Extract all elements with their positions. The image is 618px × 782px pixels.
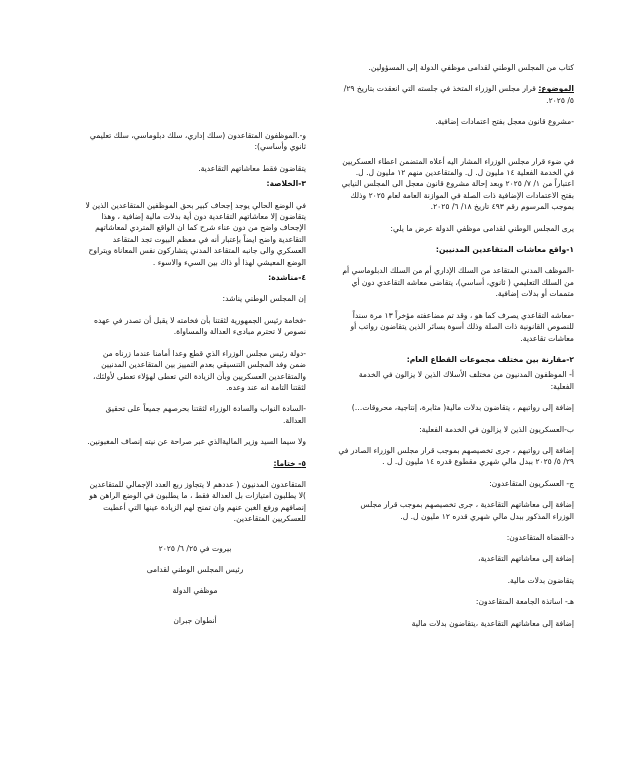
item-d-detail-2: يتقاضون بدلات مالية. [507,575,574,585]
item-d: د-القضاة المتقاعدون: [506,532,574,542]
draft-law-line: -مشروع قانون معجل بفتح اعتمادات إضافية. [435,117,574,127]
signature-title-line-2: موظفي الدولة [172,586,218,596]
civil-employee-paragraph: -الموظف المدني المتقاعد من السلك الإداري أم من السلك الدبلوماسي أم من السلك التعليمي ( ثانوي، أساسي)، يتقاضى معاشه التقاعدي دون أي متممات أو بدلات إضافية. [342,266,574,299]
heading-civil-pensions: ١-واقع معاشات المتقاعدين المدنيين: [435,245,574,255]
subject-label: الموضوع: [538,84,574,94]
item-c-detail: إضافة إلى معاشاتهم التقاعدية ، جرى تخصيصهم بموجب قرار مجلس الوزراء المذكور ببدل مالي شهري قدره ١٢ مليون ل. ل. [360,500,574,521]
appeal-prime-minister: -دولة رئيس مجلس الوزراء الذي قطع وعدا أمامنا عندما زرناه من ضمن وفد المجلس التنسيقي بعدم التمييز بين المتقاعدين المدنيين والمتقاعدين العسكريين وبأن الزيادة التي تعطى لهؤلاء تعطى لأولئك، لثقتنا التامة انه عند وعده. [93,348,306,392]
heading-summary: ٣-الخلاصة: [266,179,306,189]
pension-paragraph: -معاشه التقاعدي يصرف كما هو ، وقد تم مضاعفته مؤخراً ١٣ مرة سنداً للنصوص القانونية ذات الصلة وذلك أسوة بسائر الذين يتقاضون رواتب أو معاشات تقاعدية. [350,310,574,343]
item-b: ب-العسكريون الذين لا يزالون في الخدمة الفعلية: [419,424,574,434]
item-b-detail: إضافة إلى رواتبهم ، جرى تخصيصهم بموجب قرار مجلس الوزراء الصادر في ٢٩/ ٥/ ٢٠٢٥ ببدل مالي شهري مقطوع قدره ١٤ مليون ل. ل . [338,445,574,467]
item-e-detail: إضافة إلى معاشاتهم التقاعدية ،يتقاضون بدلات مالية [411,618,574,628]
item-f: و-.الموظفون المتقاعدون (سلك إداري، سلك دبلوماسي، سلك تعليمي ثانوي وأساسي): [89,131,306,152]
subject-line [338,83,574,106]
closing-paragraph: المتقاعدون المدنيون ( عددهم لا يتجاوز ربع العدد الإجمالي للمتقاعدين )لا يطلبون امتيازات بل العدالة فقط ، ما يطلبون في الوضع الراهن هو إنصافهم ورفع الغبن عنهم وان تمنح لهم الزيادة عينها التي أعطيت للعسكريين المتقاعدين. [89,479,306,524]
context-paragraph: في ضوء قرار مجلس الوزراء المشار اليه أعلاه المتضمن اعطاء العسكريين في الخدمة الفعلية ١٤ مليون ل. ل. والمتقاعدين منهم ١٢ مليون ل. ل. اعتباراً من ١/ ٧/ ٢٠٢٥ وبعد إحالة مشروع قانون معجل الى المجلس النيابي بفتح الاعتمادات الإضافية ذات الصلة في الموازنة العامة لعام ٢٠٢٥ وذلك بموجب المرسوم رقم ٤٩٣ تاريخ ١٨/ ٦/ ٢٠٢٥. [341,156,574,212]
summary-paragraph: في الوضع الحالي يوجد إجحاف كبير بحق الموظفين المتقاعدين الذين لا يتقاضون إلا معاشاتهم التقاعدية دون أية بدلات مالية إضافية ، وهذا الإجحاف واضح من دون عناء شرح كما ان الواقع المتردي لمعاشاتهم التقاعدية واضح ايضاً بإعتبار أنه في معظم البيوت تجد المتقاعد العسكري والى جانبه المتقاعد المدني يتشاركون نفس المعاناة ويتراوح الوضع المعيشي لهذا أو ذاك بين السيء والاسوء . [85,200,306,267]
right-column [338,62,574,629]
intro-line: كتاب من المجلس الوطني لقدامى موظفي الدولة إلى المسؤولين. [368,63,574,72]
appeal-mps: -السادة النواب والسادة الوزراء لثقتنا بحرصهم جميعاً على تحقيق العدالة. [105,404,306,425]
council-views-line: يرى المجلس الوطني لقدامى موظفي الدولة عرض ما يلي: [390,223,574,233]
appeal-intro: إن المجلس الوطني يناشد: [222,294,306,304]
heading-comparison: ٢-مقارنة بين مختلف مجموعات القطاع العام: [406,354,574,364]
signatory-name: أنطوان جبران [173,615,217,625]
left-column [84,130,306,626]
heading-closing: ٥- ختاما: [273,458,306,468]
date-line: بيروت في ٢٥/ ٦/ ٢٠٢٥ [158,543,232,553]
item-c: ج- العسكريون المتقاعدون: [489,478,574,488]
appeal-president: -فخامة رئيس الجمهورية لثقتنا بأن فخامته لا يقبل أن تصدر في عهده نصوص لا تحترم مبادىء العدالة والمساواة. [94,315,306,337]
item-e: هـ- اساتذة الجامعة المتقاعدون: [475,597,574,607]
item-a-detail: إضافة إلى رواتبهم ، يتقاضون بدلات مالية( مثابرة، إنتاجية، محروقات…) [351,403,574,413]
subject-text: قرار مجلس الوزراء المتخذ في جلسته التي انعقدت بتاريخ ٢٩/ ٥/ ٢٠٢٥. [343,84,574,105]
heading-appeal: ٤-مناشدة: [268,273,306,283]
appeal-finance-minister: ولا سيما السيد وزير الماليةالذي عبر صراحة عن نيته إنصاف المغبونين. [87,437,306,447]
item-a: أ- الموظفون المدنيون من مختلف الأسلاك الذين لا يزالون في الخدمة الفعلية: [358,370,574,391]
item-f-detail: يتقاضون فقط معاشاتهم التقاعدية. [198,163,306,173]
item-d-detail-1: إضافة إلى معاشاتهم التقاعدية، [478,554,574,564]
signature-title-line-1: رئيس المجلس الوطني لقدامى [146,564,244,574]
